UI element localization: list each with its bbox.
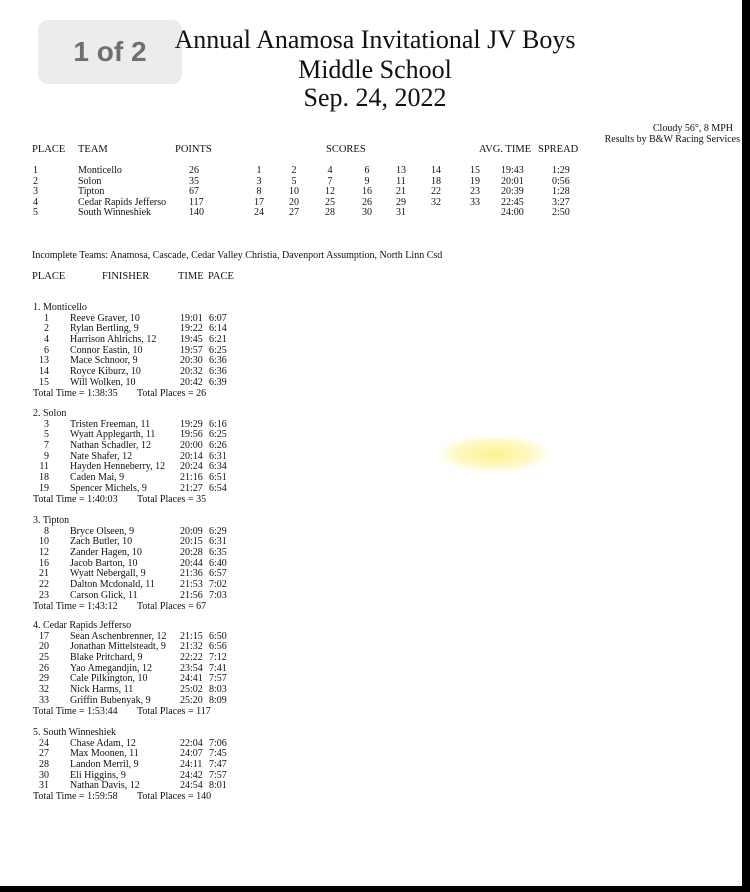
runner-time: 20:15 — [180, 536, 203, 548]
runner-pace: 7:47 — [209, 759, 227, 771]
team-place: 2 — [33, 175, 38, 187]
runner-row — [33, 482, 227, 495]
runner-name: Cale Pilkington, 10 — [70, 673, 148, 685]
runner-place: 15 — [39, 376, 49, 388]
runner-pace: 7:12 — [209, 652, 227, 664]
team-total-row — [33, 600, 207, 613]
runner-name: Jonathan Mittelsteadt, 9 — [70, 641, 166, 653]
runner-time: 20:24 — [180, 461, 203, 473]
team-section-title: 2. Solon — [33, 408, 67, 419]
runner-time: 24:54 — [180, 780, 203, 792]
finisher-header-place: PLACE — [32, 271, 66, 282]
runner-pace: 6:40 — [209, 557, 227, 569]
team-name: Tipton — [78, 186, 105, 197]
finisher-header-time: TIME — [178, 271, 204, 282]
runner-row — [33, 589, 227, 602]
team-total-places: Total Places = 26 — [137, 387, 207, 399]
team-points: 26 — [189, 165, 199, 176]
team-total-row — [33, 705, 211, 718]
team-total-time: Total Time = 1:53:44 — [33, 705, 118, 717]
team-total-row — [33, 791, 212, 803]
title-line-3: Sep. 24, 2022 — [303, 83, 447, 112]
team-total-row — [33, 387, 207, 400]
runner-name: Wyatt Applegarth, 11 — [70, 429, 156, 441]
runner-time: 21:32 — [180, 641, 203, 653]
runner-name: Nathan Schadler, 12 — [70, 440, 151, 452]
team-spread: 0:56 — [552, 175, 570, 187]
team-score: 1 — [256, 165, 262, 176]
runner-time: 20:28 — [180, 547, 203, 559]
team-score: 8 — [256, 186, 262, 197]
header-avg-time: AVG. TIME — [479, 144, 532, 155]
runner-time: 19:29 — [180, 418, 203, 430]
runner-place: 14 — [39, 366, 49, 378]
runner-time: 20:42 — [180, 376, 203, 388]
runner-place: 29 — [39, 673, 49, 685]
runner-name: Eli Higgins, 9 — [70, 769, 126, 781]
runner-pace: 6:26 — [209, 440, 227, 452]
runner-name: Harrison Ahlrichs, 12 — [70, 334, 157, 346]
team-score: 9 — [364, 175, 370, 187]
team-score: 16 — [362, 186, 372, 197]
runner-name: Spencer Michels, 9 — [70, 482, 147, 494]
team-place: 1 — [33, 165, 38, 176]
team-place: 5 — [33, 207, 38, 218]
team-name: Solon — [78, 175, 102, 187]
team-score: 13 — [396, 165, 406, 176]
runner-name: Blake Pritchard, 9 — [70, 652, 143, 664]
runner-time: 19:57 — [180, 344, 203, 356]
runner-row — [33, 461, 227, 473]
team-score: 33 — [470, 196, 480, 208]
team-score: 29 — [396, 196, 406, 208]
header-place: PLACE — [32, 144, 66, 155]
runner-name: Nate Shafer, 12 — [70, 450, 133, 462]
runner-pace: 7:41 — [209, 662, 227, 674]
team-score: 31 — [396, 207, 406, 218]
team-total-time: Total Time = 1:59:58 — [33, 791, 118, 803]
runner-pace: 6:14 — [209, 323, 227, 335]
team-section — [33, 302, 227, 399]
team-score: 6 — [364, 165, 370, 176]
team-score: 25 — [325, 196, 335, 208]
runner-time: 21:53 — [180, 579, 203, 591]
runner-time: 20:14 — [180, 450, 203, 462]
runner-place: 5 — [44, 429, 49, 441]
runner-time: 25:02 — [180, 684, 203, 696]
team-name: Cedar Rapids Jefferso — [78, 196, 167, 208]
runner-time: 24:42 — [180, 769, 203, 781]
team-section — [33, 515, 227, 612]
runner-time: 24:07 — [180, 748, 203, 760]
team-score: 5 — [291, 175, 297, 187]
team-score: 24 — [254, 207, 264, 218]
team-section-title: 3. Tipton — [33, 515, 70, 526]
runner-pace: 8:03 — [209, 684, 227, 696]
runner-name: Dalton Mcdonald, 11 — [70, 579, 155, 591]
runner-time: 20:30 — [180, 355, 203, 367]
team-score: 32 — [431, 196, 441, 208]
runner-name: Carson Glick, 11 — [70, 589, 138, 601]
runner-row — [33, 440, 227, 452]
runner-time: 21:27 — [180, 482, 203, 494]
runner-pace: 6:36 — [209, 366, 227, 378]
runner-name: Rylan Bertling, 9 — [70, 323, 139, 335]
team-avg-time: 24:00 — [501, 207, 524, 218]
runner-pace: 8:09 — [209, 694, 227, 706]
runner-pace: 6:29 — [209, 525, 227, 537]
runner-place: 13 — [39, 355, 49, 367]
runner-name: Zander Hagen, 10 — [70, 547, 142, 559]
runner-place: 4 — [44, 334, 49, 346]
team-section — [33, 408, 227, 505]
runner-place: 22 — [39, 579, 49, 591]
runner-name: Chase Adam, 12 — [70, 737, 136, 749]
team-total-places: Total Places = 35 — [137, 493, 207, 505]
runner-pace: 7:03 — [209, 589, 227, 601]
runner-time: 21:15 — [180, 630, 203, 642]
runner-name: Tristen Freeman, 11 — [70, 418, 151, 430]
runner-name: Mace Schnoor, 9 — [70, 355, 138, 367]
runner-pace: 6:36 — [209, 355, 227, 367]
team-avg-time: 20:39 — [501, 186, 524, 197]
highlighter-smudge — [440, 436, 548, 472]
runner-name: Royce Kiburz, 10 — [70, 366, 141, 378]
runner-time: 21:36 — [180, 568, 203, 580]
team-section — [33, 620, 227, 717]
runner-pace: 7:02 — [209, 579, 227, 591]
runner-place: 17 — [39, 630, 49, 642]
team-section-title: 5. South Winneshiek — [33, 727, 117, 738]
runner-name: Jacob Barton, 10 — [70, 557, 138, 569]
runner-place: 30 — [39, 769, 49, 781]
runner-name: Max Moonen, 11 — [70, 748, 139, 760]
team-avg-time: 20:01 — [501, 175, 524, 187]
results-credit: Results by B&W Racing Services — [604, 134, 740, 145]
weather-info: Cloudy 56°, 8 MPH — [652, 123, 733, 134]
team-score: 20 — [289, 196, 299, 208]
runner-place: 2 — [44, 323, 49, 335]
runner-place: 7 — [44, 440, 49, 452]
runner-place: 18 — [39, 472, 49, 484]
runner-name: Landon Merril, 9 — [70, 759, 139, 771]
runner-place: 31 — [39, 780, 49, 792]
runner-place: 1 — [44, 312, 49, 324]
team-total-row — [33, 493, 207, 506]
runner-name: Will Wolken, 10 — [70, 376, 136, 388]
runner-pace: 6:39 — [209, 376, 227, 388]
incomplete-teams: Incomplete Teams: Anamosa, Cascade, Cedar Valley Christia, Davenport Assumption, North Linn Csd — [32, 250, 443, 261]
runner-pace: 6:25 — [209, 429, 227, 441]
runner-pace: 6:56 — [209, 641, 227, 653]
runner-pace: 6:31 — [209, 450, 227, 462]
team-score: 17 — [254, 196, 264, 208]
runner-name: Hayden Henneberry, 12 — [70, 461, 166, 473]
team-points: 140 — [189, 207, 204, 218]
team-total-time: Total Time = 1:38:35 — [33, 387, 118, 399]
team-score: 15 — [470, 165, 480, 176]
runner-pace: 6:35 — [209, 547, 227, 559]
runner-pace: 6:25 — [209, 344, 227, 356]
team-total-time: Total Time = 1:43:12 — [33, 600, 118, 612]
runner-place: 21 — [39, 568, 49, 580]
runner-row — [33, 376, 227, 389]
runner-pace: 6:07 — [209, 312, 227, 324]
runner-time: 20:09 — [180, 525, 203, 537]
runner-place: 24 — [39, 737, 49, 749]
runner-place: 27 — [39, 748, 49, 760]
runner-time: 20:32 — [180, 366, 203, 378]
runner-place: 6 — [44, 344, 49, 356]
runner-place: 10 — [39, 536, 49, 548]
header-points: POINTS — [175, 144, 212, 155]
team-score: 19 — [470, 175, 480, 187]
runner-place: 32 — [39, 684, 49, 696]
runner-pace: 7:45 — [209, 748, 227, 760]
team-score: 26 — [362, 196, 372, 208]
runner-pace: 7:57 — [209, 673, 227, 685]
runner-name: Caden Mai, 9 — [70, 472, 125, 484]
runner-pace: 6:16 — [209, 418, 227, 430]
runner-name: Zach Butler, 10 — [70, 536, 133, 548]
runner-time: 21:16 — [180, 472, 203, 484]
runner-time: 19:56 — [180, 429, 203, 441]
team-avg-time: 19:43 — [501, 165, 524, 176]
team-score: 30 — [362, 207, 372, 218]
team-avg-time: 22:45 — [501, 196, 524, 208]
header-team: TEAM — [78, 144, 108, 155]
team-spread: 1:28 — [552, 186, 570, 197]
team-score: 2 — [291, 165, 297, 176]
runner-row — [33, 418, 227, 431]
team-score: 7 — [327, 175, 333, 187]
team-points: 35 — [189, 175, 199, 187]
runner-time: 25:20 — [180, 694, 203, 706]
team-section-title: 4. Cedar Rapids Jefferso — [33, 620, 132, 631]
runner-place: 26 — [39, 662, 49, 674]
team-score: 27 — [289, 207, 299, 218]
runner-pace: 7:57 — [209, 769, 227, 781]
runner-time: 19:45 — [180, 334, 203, 346]
runner-pace: 6:50 — [209, 630, 227, 642]
runner-place: 11 — [39, 461, 49, 473]
runner-pace: 6:57 — [209, 568, 227, 580]
runner-row — [33, 450, 227, 463]
team-name: South Winneshiek — [78, 207, 152, 218]
team-place: 4 — [33, 196, 38, 208]
team-section — [33, 727, 227, 803]
runner-place: 25 — [39, 652, 49, 664]
runner-place: 33 — [39, 694, 49, 706]
title-line-2: Middle School — [298, 55, 452, 84]
team-points: 117 — [189, 196, 204, 208]
runner-pace: 6:21 — [209, 334, 227, 346]
team-total-places: Total Places = 117 — [137, 705, 211, 717]
title-line-1: Annual Anamosa Invitational JV Boys — [174, 25, 576, 54]
team-spread: 2:50 — [552, 207, 570, 218]
runner-pace: 6:34 — [209, 461, 227, 473]
team-score: 21 — [396, 186, 406, 197]
team-score: 12 — [325, 186, 335, 197]
page-counter-badge: 1 of 2 — [38, 20, 182, 84]
runner-time: 20:00 — [180, 440, 203, 452]
runner-time: 22:04 — [180, 737, 203, 749]
runner-place: 9 — [44, 450, 49, 462]
team-total-places: Total Places = 140 — [137, 791, 212, 803]
team-score: 14 — [431, 165, 441, 176]
runner-name: Wyatt Nebergall, 9 — [70, 568, 146, 580]
runner-name: Reeve Graver, 10 — [70, 312, 140, 324]
runner-place: 19 — [39, 482, 49, 494]
team-score: 11 — [396, 175, 406, 187]
runner-place: 3 — [44, 418, 49, 430]
team-spread: 1:29 — [552, 165, 570, 176]
runner-place: 23 — [39, 589, 49, 601]
team-score: 18 — [431, 175, 441, 187]
runner-place: 20 — [39, 641, 49, 653]
runner-time: 22:22 — [180, 652, 203, 664]
runner-name: Nick Harms, 11 — [70, 684, 134, 696]
runner-name: Connor Eastin, 10 — [70, 344, 143, 356]
runner-time: 24:41 — [180, 673, 203, 685]
runner-pace: 6:31 — [209, 536, 227, 548]
runner-name: Bryce Olseen, 9 — [70, 525, 135, 537]
runner-time: 20:44 — [180, 557, 203, 569]
runner-name: Griffin Bubenyak, 9 — [70, 694, 151, 706]
runner-name: Yao Amegandjin, 12 — [70, 662, 153, 674]
finisher-header-finisher: FINISHER — [102, 271, 150, 282]
header-spread: SPREAD — [538, 144, 579, 155]
team-score: 3 — [256, 175, 262, 187]
runner-name: Nathan Davis, 12 — [70, 780, 140, 792]
runner-name: Sean Aschenbrenner, 12 — [70, 630, 167, 642]
team-points: 67 — [189, 186, 199, 197]
runner-place: 12 — [39, 547, 49, 559]
runner-time: 19:22 — [180, 323, 203, 335]
team-place: 3 — [33, 186, 38, 197]
runner-row — [33, 694, 227, 707]
runner-time: 23:54 — [180, 662, 203, 674]
runner-pace: 6:51 — [209, 472, 227, 484]
runner-time: 19:01 — [180, 312, 203, 324]
finisher-header-pace: PACE — [208, 271, 234, 282]
runner-place: 16 — [39, 557, 49, 569]
team-score: 4 — [327, 165, 333, 176]
runner-place: 8 — [44, 525, 49, 537]
runner-place: 28 — [39, 759, 49, 771]
runner-pace: 6:54 — [209, 482, 227, 494]
team-score: 23 — [470, 186, 480, 197]
runner-row — [33, 472, 227, 484]
team-section-title: 1. Monticello — [33, 302, 87, 313]
runner-row — [33, 429, 227, 441]
runner-time: 24:11 — [180, 759, 203, 771]
team-total-places: Total Places = 67 — [137, 600, 207, 612]
team-name: Monticello — [78, 165, 122, 176]
team-score: 28 — [325, 207, 335, 218]
team-score: 22 — [431, 186, 441, 197]
team-score: 10 — [289, 186, 299, 197]
runner-time: 21:56 — [180, 589, 203, 601]
team-total-time: Total Time = 1:40:03 — [33, 493, 118, 505]
team-spread: 3:27 — [552, 196, 570, 208]
runner-pace: 7:06 — [209, 737, 227, 749]
runner-pace: 8:01 — [209, 780, 227, 792]
header-scores: SCORES — [326, 144, 366, 155]
